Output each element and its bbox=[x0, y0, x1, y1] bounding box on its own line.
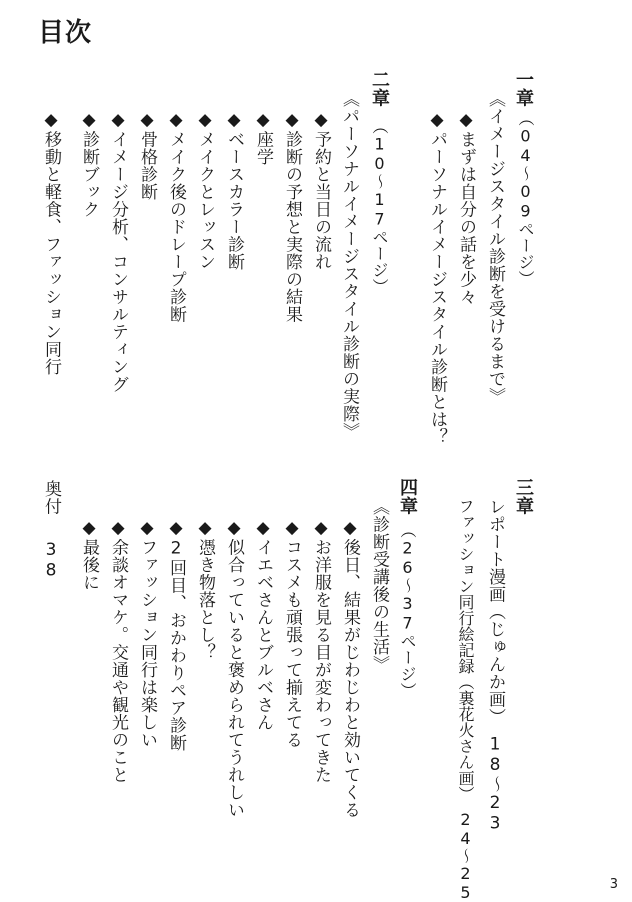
ch4-item-5: ◆憑き物落とし？ bbox=[195, 518, 215, 661]
ch2-item-3: ◆ベースカラー診断 bbox=[224, 110, 244, 271]
page-title: 目次 bbox=[38, 18, 93, 48]
ch4-subtitle: 《診断受講後の生活》 bbox=[369, 498, 389, 673]
ch4-item-0: ◆後日、結果がじわじわと効いてくる bbox=[340, 518, 360, 819]
ch4-range: （26〜37ページ） bbox=[398, 522, 417, 699]
ch3-heading: 三章 bbox=[513, 478, 534, 515]
ch4-item-4: ◆似合っていると褒められてうれしい bbox=[224, 518, 244, 819]
ch4-item-6: ◆2回目、おかわりペア診断 bbox=[166, 518, 186, 752]
ch4-item-9: ◆最後に bbox=[79, 518, 99, 591]
colophon-label: 奥付 bbox=[41, 480, 61, 515]
ch1-subtitle: 《イメージスタイル診断を受けるまで》 bbox=[485, 90, 505, 405]
ch2-range: （10〜17ページ） bbox=[370, 118, 389, 295]
ch2-item-6: ◆骨格診断 bbox=[137, 110, 157, 201]
ch2-item-9: ◆移動と軽食、ファッション同行 bbox=[41, 110, 61, 376]
ch2-item-7: ◆イメージ分析、コンサルティング bbox=[108, 110, 128, 393]
ch1-heading-text: 一章 bbox=[513, 70, 534, 107]
ch3-item-1: ファッション同行絵記録（裏花火さん画） 24〜25 bbox=[456, 498, 475, 902]
ch2-item-4: ◆メイクとレッスン bbox=[195, 110, 215, 271]
ch2-item-8: ◆診断ブック bbox=[79, 110, 99, 218]
ch4-item-8: ◆余談オマケ。交通や観光のこと bbox=[108, 518, 128, 784]
ch2-item-2: ◆座学 bbox=[253, 110, 273, 166]
ch1-range: （04〜09ページ） bbox=[516, 110, 535, 287]
ch4-item-1: ◆お洋服を見る目が変わってきた bbox=[311, 518, 331, 784]
ch2-heading-text: 二章 bbox=[369, 70, 390, 107]
ch4-item-2: ◆コスメも頑張って揃えてる bbox=[282, 518, 302, 749]
ch1-heading bbox=[514, 70, 532, 107]
ch2-item-5: ◆メイク後のドレープ診断 bbox=[166, 110, 186, 323]
ch2-subtitle: 《パーソナルイメージスタイル診断の実際》 bbox=[339, 90, 359, 440]
ch2-item-1: ◆診断の予想と実際の結果 bbox=[282, 110, 302, 323]
ch4-item-3: ◆イエベさんとブルベさん bbox=[253, 518, 273, 731]
ch4-heading: 四章 bbox=[397, 478, 418, 515]
ch3-item-0: レポート漫画（じゅんか画） 18〜23 bbox=[485, 498, 505, 834]
ch1-item-1: ◆パーソナルイメージスタイル診断とは？ bbox=[427, 110, 447, 446]
ch2-heading bbox=[370, 70, 388, 107]
colophon-page: 38 bbox=[41, 540, 61, 581]
ch1-item-0: ◆まずは自分の話を少々 bbox=[456, 110, 476, 306]
page-number: 3 bbox=[609, 877, 618, 892]
ch2-item-0: ◆予約と当日の流れ bbox=[311, 110, 331, 271]
ch4-item-7: ◆ファッション同行は楽しい bbox=[137, 518, 157, 749]
